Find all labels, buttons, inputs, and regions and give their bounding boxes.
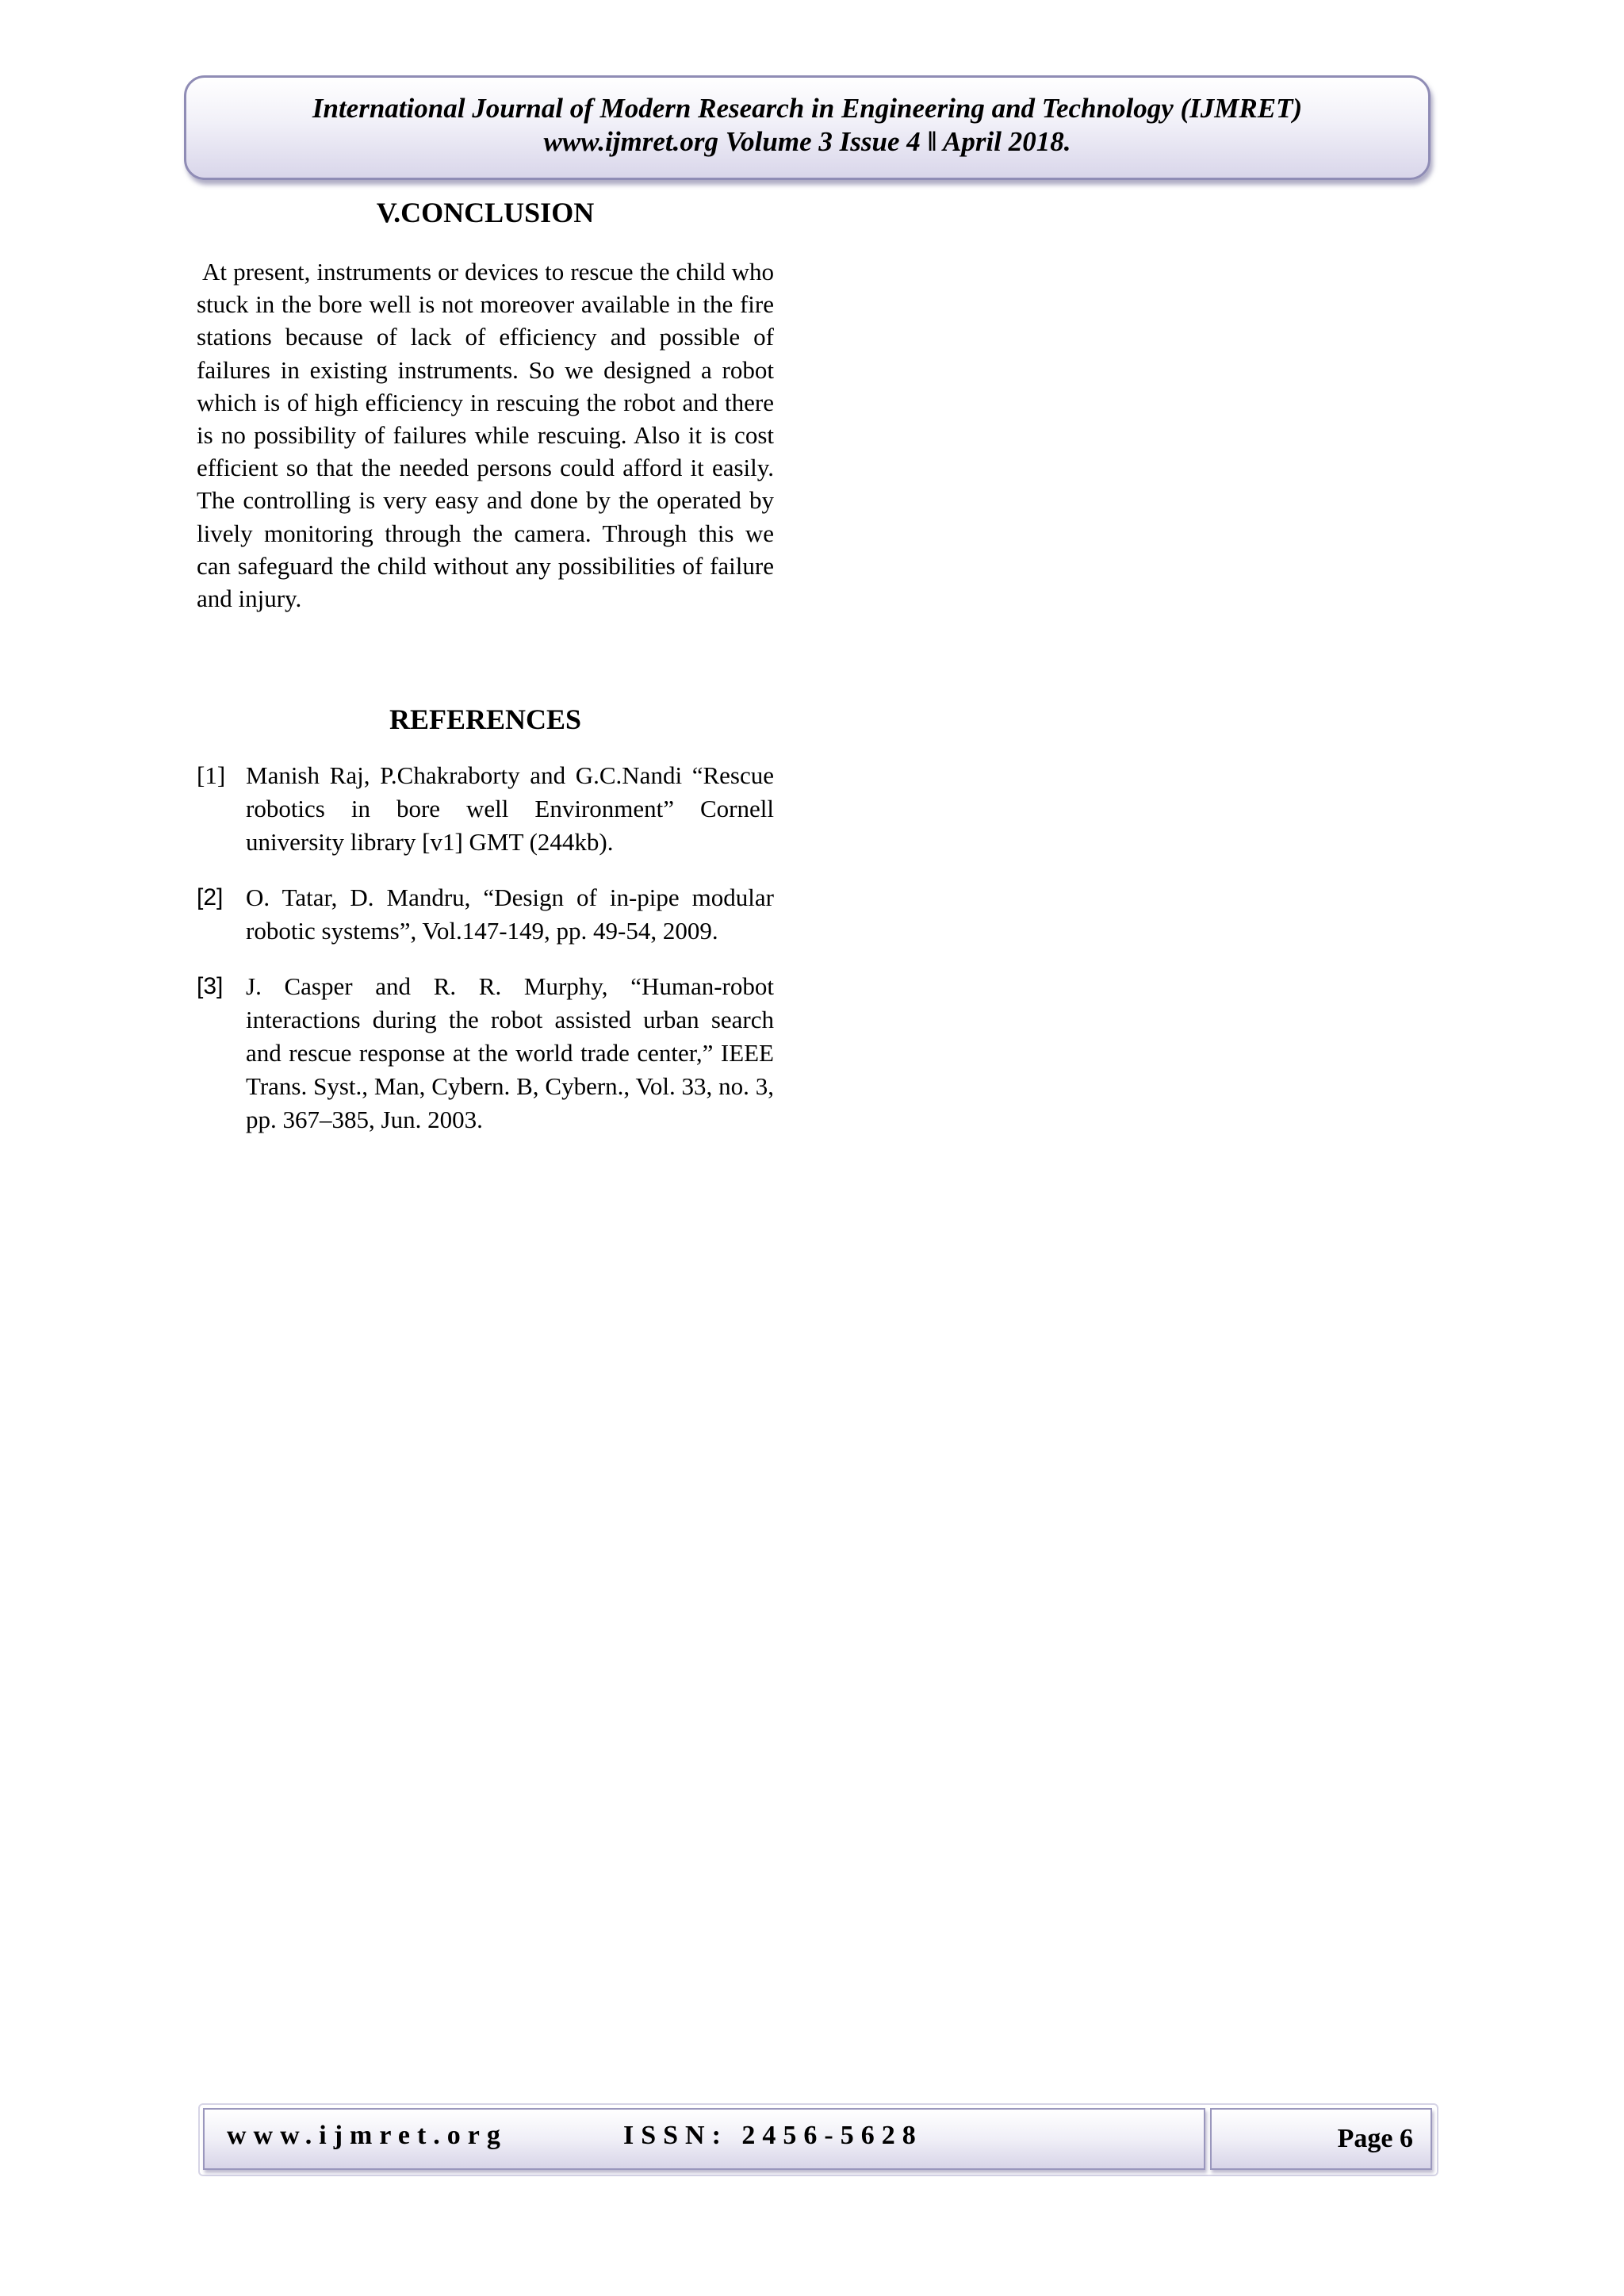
footer-info-box: [203, 2108, 1205, 2170]
conclusion-heading: V.CONCLUSION: [376, 197, 595, 228]
journal-issue-info: www.ijmret.org Volume 3 Issue 4 ǁ April 2018.: [543, 126, 1071, 157]
reference-item: [197, 759, 774, 859]
reference-number: [3]: [197, 973, 224, 1000]
reference-text: O. Tatar, D. Mandru, “Design of in-pipe modular robotic systems”, Vol.147-149, pp. 49-54, 2009.: [246, 884, 774, 945]
conclusion-paragraph: At present, instruments or devices to rescue the child who stuck in the bore well is not moreover available in the fire stations because of lack of efficiency and possible of failures in existing instruments. So we designed a robot which is of high efficiency in rescuing the robot and there is no possibility of failures while rescuing. Also it is cost efficient so that the needed persons could afford it easily. The controlling is very easy and done by the operated by lively monitoring through the camera. Through this we can safeguard the child without any possibilities of failure and injury.: [197, 258, 774, 613]
references-heading: REFERENCES: [389, 703, 582, 736]
footer-page-box: [1210, 2108, 1432, 2170]
footer-website: www.ijmret.org: [227, 2121, 508, 2150]
reference-text: Manish Raj, P.Chakraborty and G.C.Nandi “Rescue robotics in bore well Environment” Cornell university library [v1] GMT (244kb).: [246, 761, 774, 857]
journal-title: International Journal of Modern Research in Engineering and Technology (IJMRET): [312, 93, 1303, 124]
reference-number: [2]: [197, 884, 224, 911]
footer-issn: ISSN: 2456-5628: [623, 2121, 923, 2150]
reference-list: [197, 759, 774, 1137]
page-number: Page 6: [1337, 2124, 1413, 2153]
reference-item: [197, 881, 774, 948]
reference-text: J. Casper and R. R. Murphy, “Human-robot interactions during the robot assisted urban search and rescue response at the world trade center,” IEEE Trans. Syst., Man, Cybern. B, Cybern., Vol. 33, no. 3, pp. 367–385, Jun. 2003.: [246, 972, 774, 1134]
page-footer: [198, 2103, 1438, 2176]
content-column: [197, 190, 774, 1159]
reference-item: [197, 970, 774, 1137]
journal-header: [184, 75, 1431, 180]
reference-number: [1]: [197, 761, 226, 790]
